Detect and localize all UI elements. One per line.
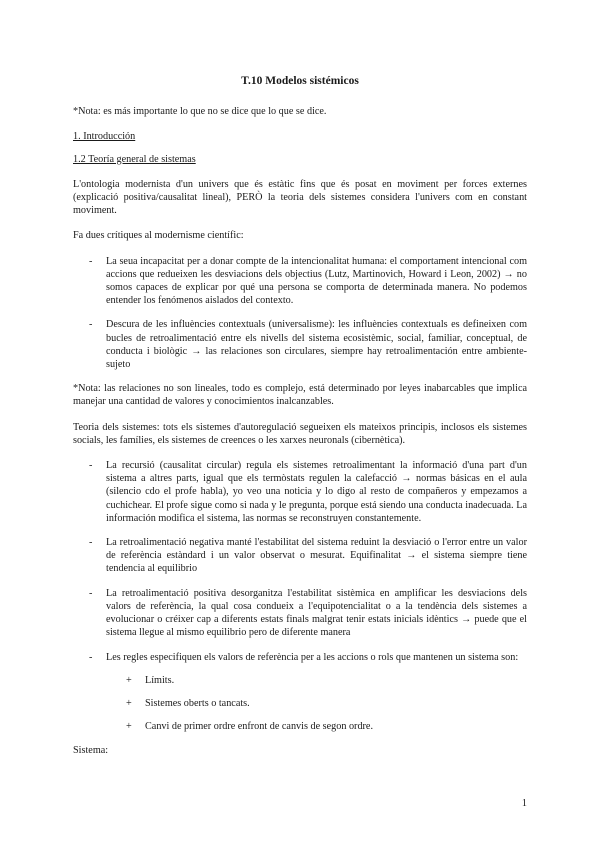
paragraph-ontology: L'ontologia modernista d'un univers que és estàtic fins que és posat en moviment per forces externes (explicació positiva/causalitat lineal), PERÒ la teoria dels sistemes considera l'univers com en constant moviment. bbox=[73, 178, 527, 217]
page-number: 1 bbox=[521, 798, 527, 809]
plus-marker: + bbox=[126, 674, 132, 686]
list-item-text: Descura de les influències contextuals (universalisme): les influències contextuals es defineixen com bucles de retroalimentació entre els nivells del sistema ecosistèmic, social, familiar, conceptual, de conducta i biològic → las relaciones son circulares, siempre hay retroalimentación entre ambiente-sujeto bbox=[106, 319, 527, 371]
principles-list bbox=[73, 459, 527, 733]
note-first: *Nota: es más importante lo que no se dice que lo que se dice. bbox=[73, 106, 327, 118]
list-item bbox=[73, 536, 527, 576]
list-item-text: Les regles especifiquen els valors de referència per a les accions o rols que mantenen un sistema son: bbox=[106, 651, 519, 663]
list-item-text: La retroalimentació negativa manté l'estabilitat del sistema reduint la desviació o l'error entre un valor de referència estàndard i un valor observat o mesurat. Equifinalitat → el sistema siempre tiene tendencia al equilibrio bbox=[106, 537, 527, 575]
sub-list-item bbox=[73, 697, 527, 710]
document-title: T.10 Modelos sistémicos bbox=[241, 75, 359, 87]
sub-list-item bbox=[73, 720, 527, 733]
paragraph-systems-theory: Teoria dels sistemes: tots els sistemes d'autoregulació segueixen els mateixos principis, inclosos els sistemes socials, les famílies, els sistemes de creences o les xarxes neuronals (cibernètica). bbox=[73, 421, 527, 446]
critiques-list bbox=[73, 255, 527, 372]
closing-line: Sistema: bbox=[73, 745, 109, 757]
sub-list-item-text: Sistemes oberts o tancats. bbox=[145, 697, 250, 709]
plus-marker: + bbox=[126, 697, 132, 709]
note-second: *Nota: las relaciones no son lineales, todo es complejo, está determinado por leyes inabarcables que implica manejar una cantidad de valores y conocimientos inalcanzables. bbox=[73, 383, 527, 408]
dash-marker: - bbox=[89, 537, 93, 549]
list-item-text: La seua incapacitat per a donar compte de la intencionalitat humana: el comportament intencional com accions que redueixen les desviacions dels objectius (Lutz, Martinovich, Howard i Leon, 2002) → no somos capaces de explicar por qué una persona se comporta de determinada manera. No podemos entender los fenómenos aislados del contexto. bbox=[106, 255, 527, 307]
list-item bbox=[73, 651, 527, 734]
list-item bbox=[73, 459, 527, 525]
list-item-text: La retroalimentació positiva desorganitza l'estabilitat sistèmica en amplificar les desviacions dels valors de referència, la qual cosa condueix a l'equipotencialitat o a la tendència dels sistemes a evolucionar o créixer cap a diferents estats finals malgrat tenir estats inicials idèntics → puede que el sistema llegue al mismo equilibrio pero de diferente manera bbox=[106, 587, 527, 639]
dash-marker: - bbox=[89, 651, 93, 663]
list-item bbox=[73, 255, 527, 308]
dash-marker: - bbox=[89, 460, 93, 472]
list-item bbox=[73, 587, 527, 640]
dash-marker: - bbox=[89, 319, 93, 331]
sub-list-item-text: Límits. bbox=[145, 674, 175, 686]
paragraph-critiques-intro: Fa dues crítiques al modernisme científic: bbox=[73, 230, 244, 242]
dash-marker: - bbox=[89, 587, 93, 599]
page-content bbox=[73, 75, 527, 758]
sub-list-item-text: Canvi de primer ordre enfront de canvis de segon ordre. bbox=[145, 721, 374, 733]
dash-marker: - bbox=[89, 255, 93, 267]
list-item bbox=[73, 318, 527, 371]
section-heading: 1. Introducción bbox=[73, 131, 136, 143]
sub-list-item bbox=[73, 674, 527, 687]
plus-marker: + bbox=[126, 721, 132, 733]
subsection-heading: 1.2 Teoría general de sistemas bbox=[73, 153, 196, 165]
rules-sublist bbox=[73, 674, 527, 734]
list-item-text: La recursió (causalitat circular) regula els sistemes retroalimentant la informació d'una part d'un sistema a altres parts, igual que els termòstats regulen la calefacció → normas básicas en el aula (silencio cdo el profe habla), yo veo una noticia y lo digo al resto de compañeros y empezamos a cuchichear. El profe sigue como si nada y le pregunta, porque está siendo una conducta inadecuada. La información modifica el sistema, las normas se reconstruyen constantemente. bbox=[106, 460, 527, 524]
